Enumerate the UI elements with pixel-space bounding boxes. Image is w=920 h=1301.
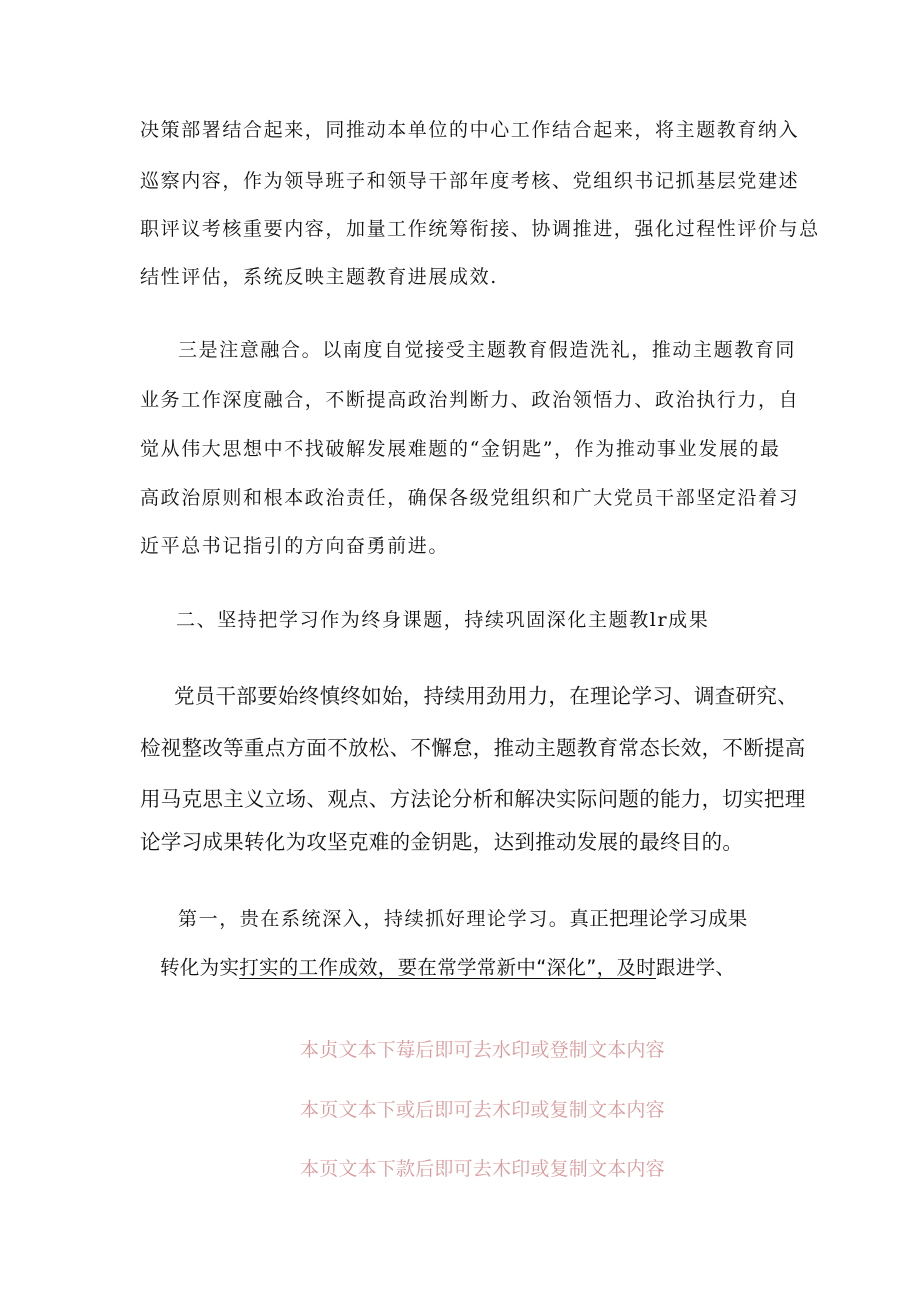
section-heading: 二、坚持把学习作为终身课题，持续巩固深化主题教lr成果 <box>176 609 710 631</box>
watermark-line: 本页文本下或后即可去木印或复制文本内容 <box>300 1099 665 1121</box>
text-line: 高政治原则和根本政治责任，确保各级党组织和广大党员干部坚定沿着习 <box>140 487 800 509</box>
text-line: 结性评估，系统反映主题教育进展成效. <box>140 266 498 288</box>
text-line: 检视整改等重点方面不放松、不懈怠，推动主题教育常态长效，不断提高 <box>140 736 806 760</box>
body-text: 转化为实 <box>160 956 240 979</box>
body-text: 真正把理论学习成果 <box>569 907 748 930</box>
watermark-line: 本页文本下款后即可去木印或复制文本内容 <box>300 1158 665 1180</box>
text-line: 近平总书记指引的方向奋勇前进。 <box>140 535 450 557</box>
body-text: 跟进学、 <box>656 956 736 979</box>
text-line: 决策部署结合起来，同推动本单位的中心工作结合起来，将主题教育纳入 <box>140 119 800 141</box>
lead-in-text: 第一，贵在系统深入，持续抓好理论学习。 <box>178 908 570 930</box>
text-line: 用马克思主义立场、观点、方法论分析和解决实际问题的能力，切实把理 <box>140 787 806 811</box>
text-line: 职评议考核重要内容，加量工作统筹衔接、协调推进，强化过程性评价与总 <box>140 218 820 240</box>
text-line: 巡察内容，作为领导班子和领导干部年度考核、党组织书记抓基层党建述 <box>140 170 800 192</box>
text-line: 业务工作深度融合，不断提高政治判断力、政治领悟力、政治执行力，自 <box>140 389 800 411</box>
text-line: 三是注意融合。以南度自觉接受主题教育假造洗礼，推动主题教育同 <box>178 339 797 361</box>
text-line: 党员干部要始终慎终如始，持续用劲用力，在理论学习、调查研究、 <box>174 684 798 708</box>
text-line: 论学习成果转化为攻坚克难的金钥匙，达到推动发展的最终目的。 <box>140 830 744 854</box>
watermark-line: 本贞文本下莓后即可去水印或登制文本内容 <box>300 1039 665 1061</box>
text-line <box>178 909 748 929</box>
text-line: 觉从伟大思想中不找破解发展难题的“金钥匙”，作为推动事业发展的最 <box>140 438 781 460</box>
underlined-text: 打实的工作成效，要在常学常新中“深化”，及时 <box>239 956 657 979</box>
text-line <box>160 958 735 978</box>
